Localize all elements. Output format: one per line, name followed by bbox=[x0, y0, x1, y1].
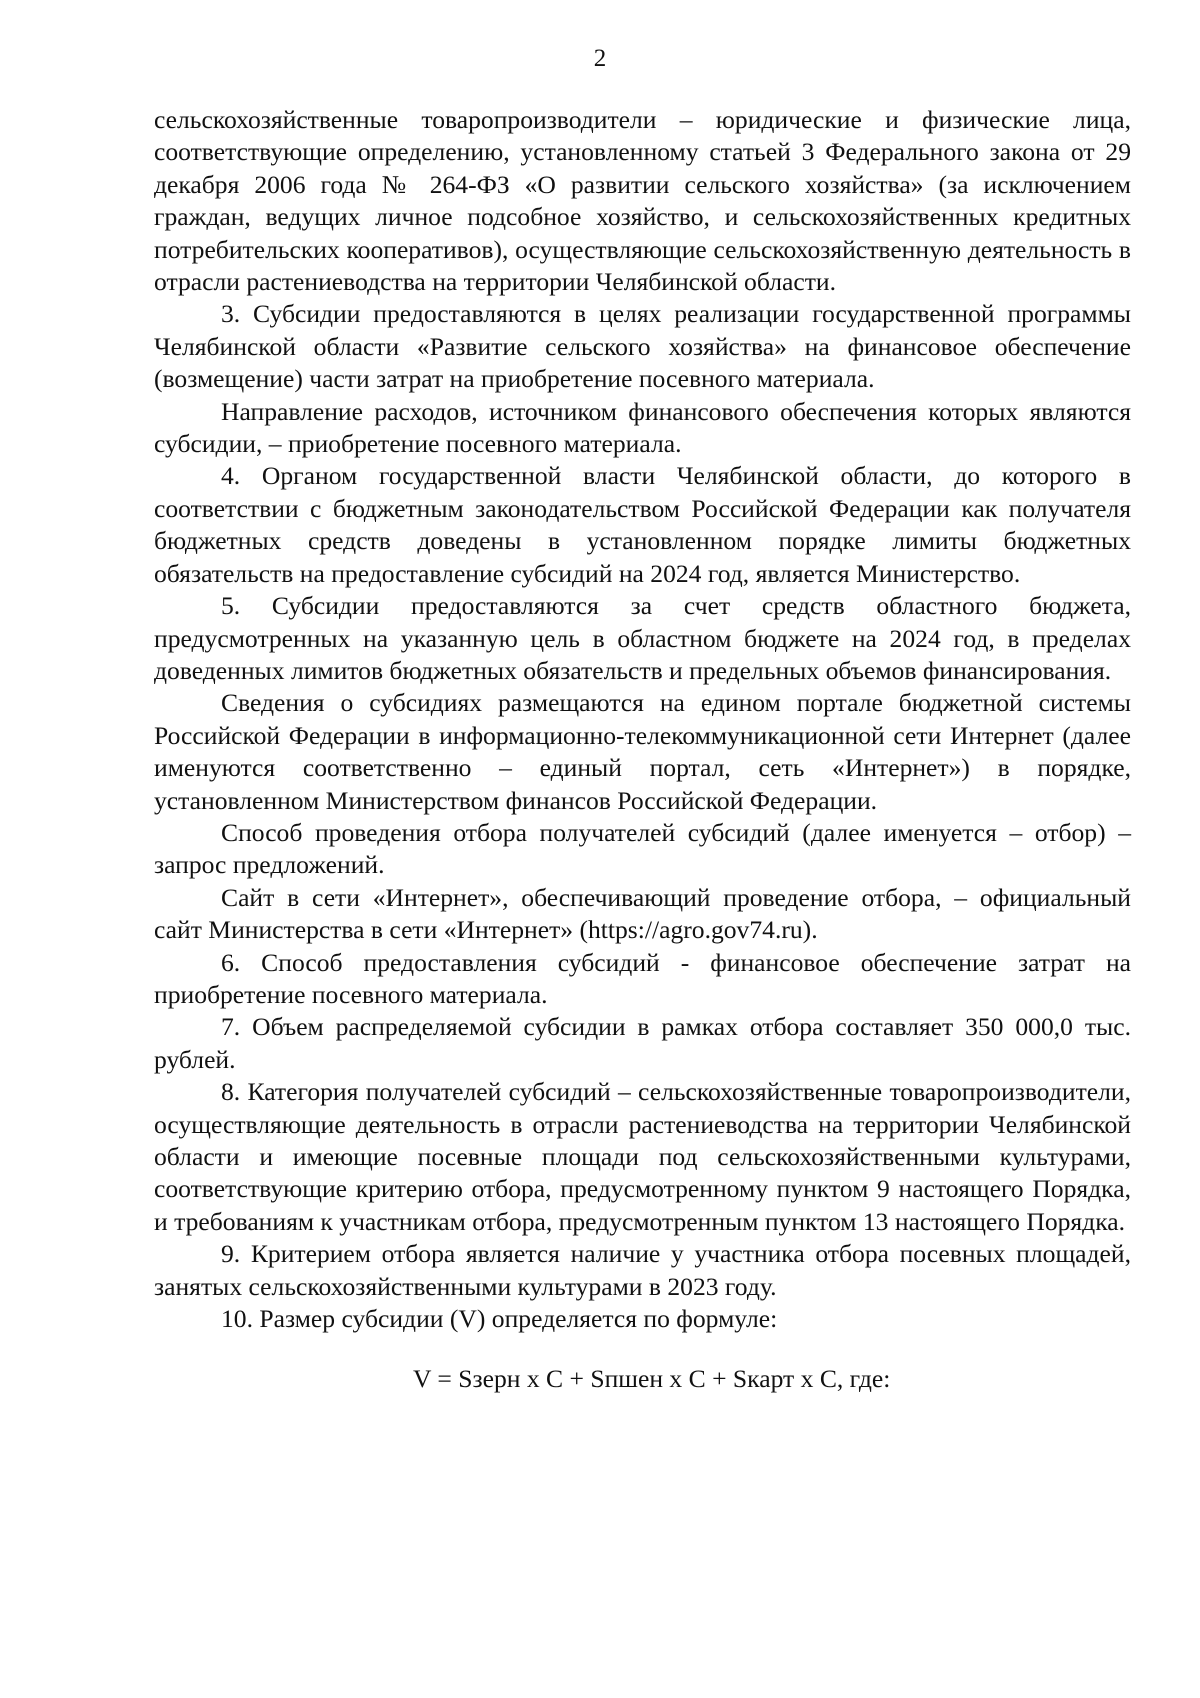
paragraph-item-8: 8. Категория получателей субсидий – сельскохозяйственные товаропроизводители, осуществляющие деятельность в отрасли растениеводства на территории Челябинской области и имеющие посевные площади под сельскохозяйственными культурами, соответствующие критерию отбора, предусмотренному пунктом 9 настоящего Порядка, и требованиям к участникам отбора, предусмотренным пунктом 13 настоящего Порядка. bbox=[154, 1077, 1131, 1236]
paragraph-item-5: 5. Субсидии предоставляются за счет средств областного бюджета, предусмотренных на указанную цель в областном бюджете на 2024 год, в пределах доведенных лимитов бюджетных обязательств и предельных объемов финансирования. bbox=[154, 591, 1131, 685]
subsidy-formula: V = Sзерн х С + Sпшен х С + Sкарт х С, где: bbox=[413, 1364, 891, 1394]
paragraph-recipients-definition: сельскохозяйственные товаропроизводители – юридические и физические лица, соответствующие определению, установленному статьей 3 Федерального закона от 29 декабря 2006 года № 264-ФЗ «О развитии сельского хозяйства» (за исключением граждан, ведущих личное подсобное хозяйство, и сельскохозяйственных кредитных потребительских кооперативов), осуществляющие сельскохозяйственную деятельность в отрасли растениеводства на территории Челябинской области. bbox=[154, 105, 1131, 297]
paragraph-expense-direction: Направление расходов, источником финансового обеспечения которых являются субсидии, – приобретение посевного материала. bbox=[154, 396, 1131, 459]
document-body bbox=[154, 104, 1131, 1396]
paragraph-item-3: 3. Субсидии предоставляются в целях реализации государственной программы Челябинской области «Развитие сельского хозяйства» на финансовое обеспечение (возмещение) части затрат на приобретение посевного материала. bbox=[154, 299, 1131, 394]
paragraph-item-6: 6. Способ предоставления субсидий - финансовое обеспечение затрат на приобретение посевного материала. bbox=[154, 947, 1131, 1009]
page-number: 2 bbox=[593, 45, 607, 72]
paragraph-item-9: 9. Критерием отбора является наличие у участника отбора посевных площадей, занятых сельскохозяйственными культурами в 2023 году. bbox=[154, 1239, 1131, 1301]
paragraph-item-7: 7. Объем распределяемой субсидии в рамках отбора составляет 350 000,0 тыс. рублей. bbox=[154, 1012, 1131, 1074]
paragraph-item-10: 10. Размер субсидии (V) определяется по формуле: bbox=[221, 1304, 778, 1334]
paragraph-item-4: 4. Органом государственной власти Челябинской области, до которого в соответствии с бюджетным законодательством Российской Федерации как получателя бюджетных средств доведены в установленном порядке лимиты бюджетных обязательств на предоставление субсидий на 2024 год, является Министерство. bbox=[154, 461, 1131, 588]
paragraph-website: Сайт в сети «Интернет», обеспечивающий проведение отбора, – официальный сайт Министерства в сети «Интернет» (https://agro.gov74.ru). bbox=[154, 882, 1131, 945]
paragraph-selection-method: Способ проведения отбора получателей субсидий (далее именуется – отбор) – запрос предложений. bbox=[154, 817, 1131, 880]
paragraph-portal-info: Сведения о субсидиях размещаются на едином портале бюджетной системы Российской Федерации в информационно-телекоммуникационной сети Интернет (далее именуются соответственно – единый портал, сеть «Интернет») в порядке, установленном Министерством финансов Российской Федерации. bbox=[154, 688, 1131, 815]
